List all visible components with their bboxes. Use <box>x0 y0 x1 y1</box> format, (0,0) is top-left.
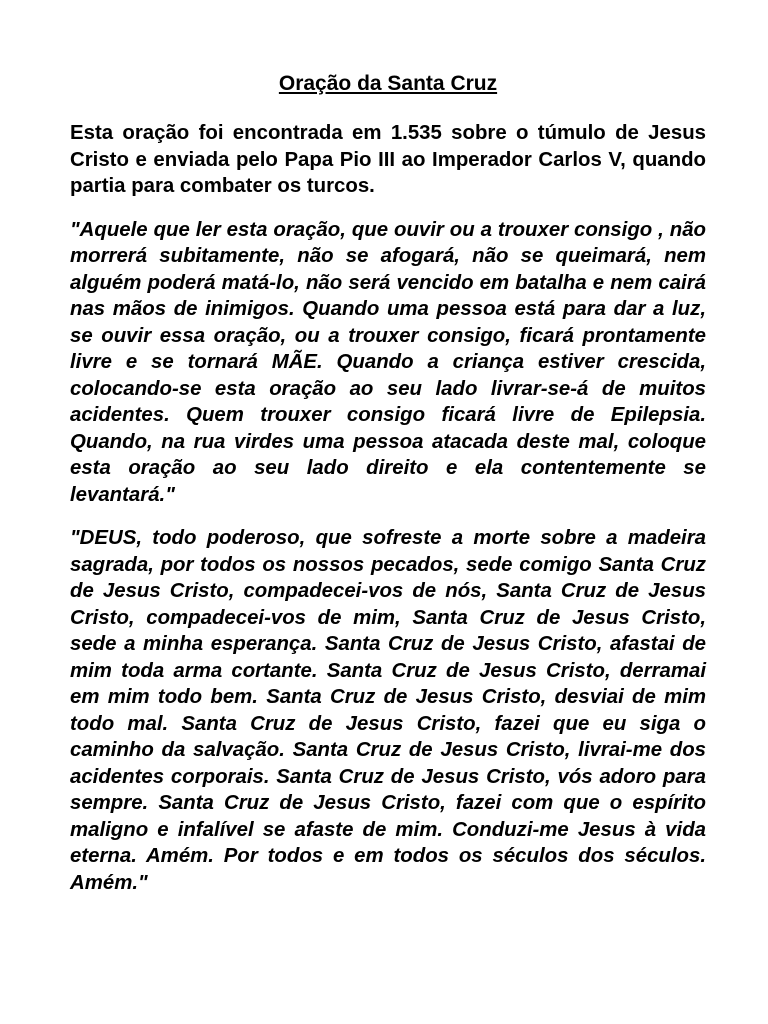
prayer-paragraph: "DEUS, todo poderoso, que sofreste a morte sobre a madeira sagrada, por todos os nossos pecados, sede comigo Santa Cruz de Jesus Cristo, compadecei-vos de nós, Santa Cruz de Jesus Cristo, compadecei-vos de mim, Santa Cruz de Jesus Cristo, sede a minha esperança. Santa Cruz de Jesus Cristo, afastai de mim toda arma cortante. Santa Cruz de Jesus Cristo, derramai em mim todo bem. Santa Cruz de Jesus Cristo, desviai de mim todo mal. Santa Cruz de Jesus Cristo, fazei que eu siga o caminho da salvação. Santa Cruz de Jesus Cristo, livrai-me dos acidentes corporais. Santa Cruz de Jesus Cristo, vós adoro para sempre. Santa Cruz de Jesus Cristo, fazei com que o espírito maligno e infalível se afaste de mim. Conduzi-me Jesus à vida eterna. Amém. Por todos e em todos os séculos dos séculos. Amém." <box>70 527 706 894</box>
document-title: Oração da Santa Cruz <box>278 72 498 95</box>
intro-paragraph: Esta oração foi encontrada em 1.535 sobre o túmulo de Jesus Cristo e enviada pelo Papa Pio III ao Imperador Carlos V, quando partia para combater os turcos. <box>70 122 706 197</box>
promise-paragraph: "Aquele que ler esta oração, que ouvir ou a trouxer consigo , não morrerá subitamente, não se afogará, não se queimará, nem alguém poderá matá-lo, não será vencido em batalha e nem cairá nas mãos de inimigos. Quando uma pessoa está para dar a luz, se ouvir essa oração, ou a trouxer consigo, ficará prontamente livre e se tornará MÃE. Quando a criança estiver crescida, colocando-se esta oração ao seu lado livrar-se-á de muitos acidentes. Quem trouxer consigo ficará livre de Epilepsia. Quando, na rua virdes uma pessoa atacada deste mal, coloque esta oração ao seu lado direito e ela contentemente se levantará." <box>70 218 706 506</box>
document-page <box>70 70 706 913</box>
